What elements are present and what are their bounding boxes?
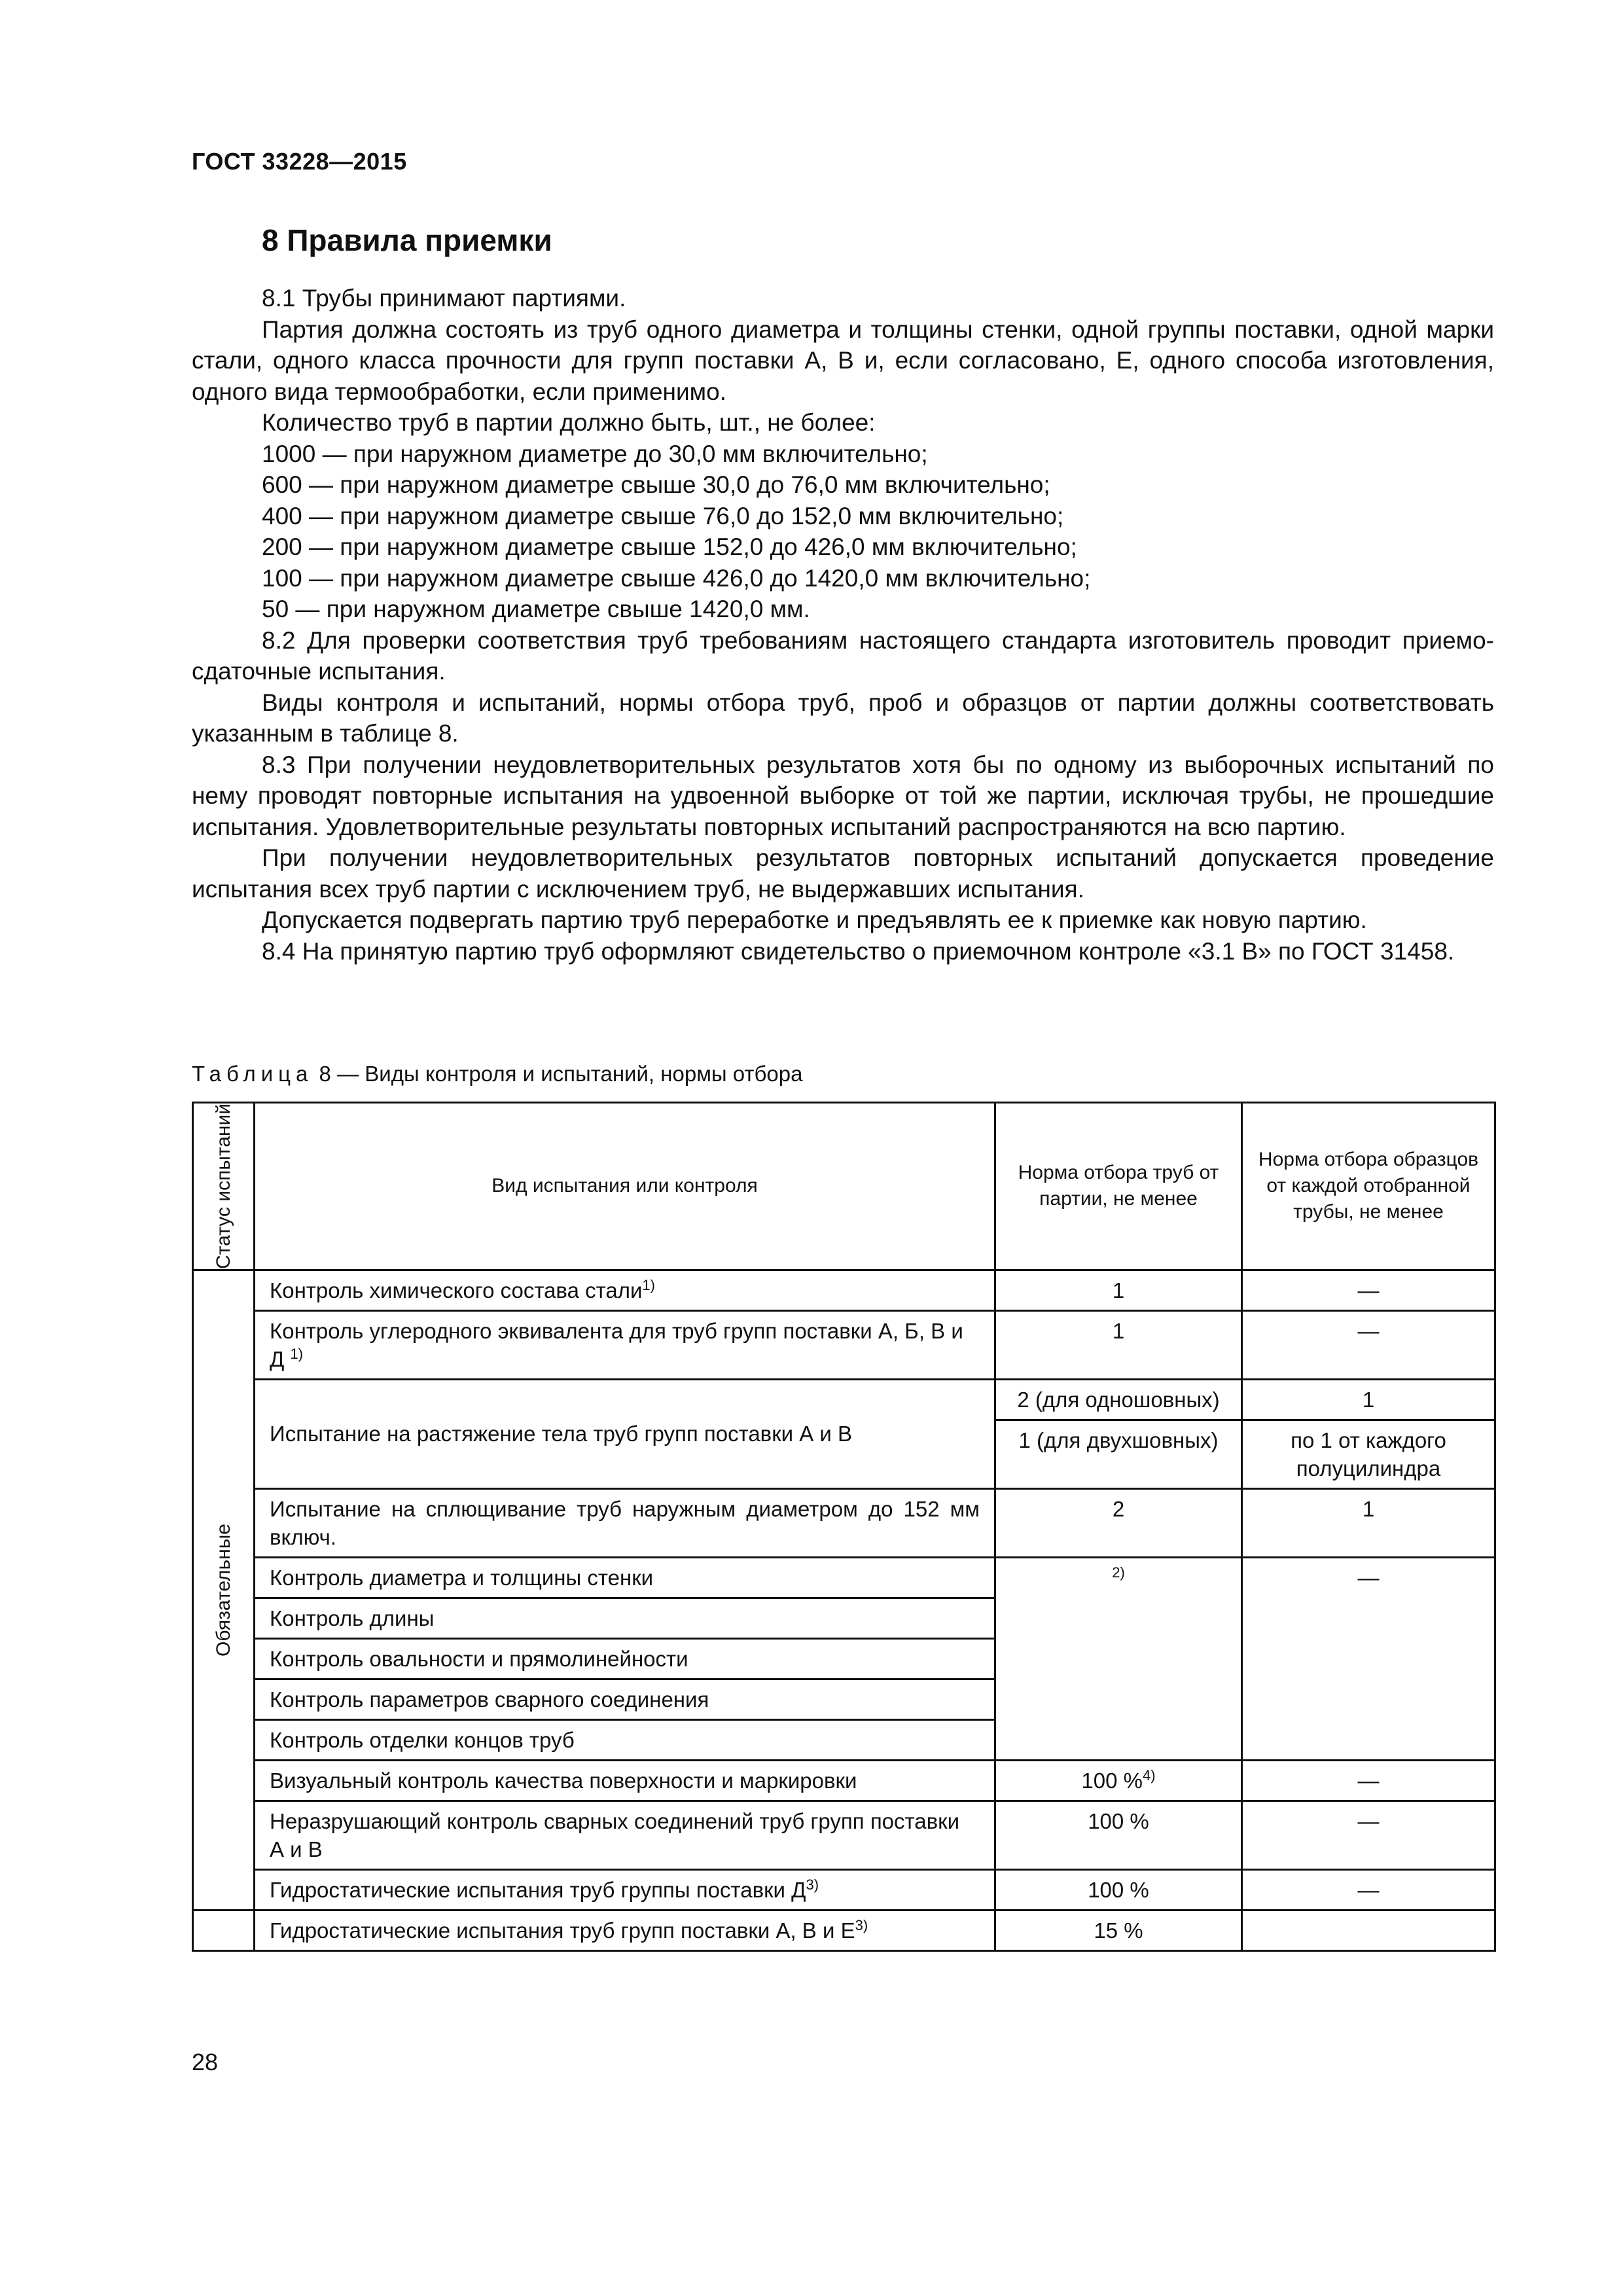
status-mandatory-cell: Обязательные — [193, 1270, 255, 1910]
footnote-ref: 1) — [642, 1276, 655, 1293]
table-row — [193, 1310, 1495, 1379]
pipes-cell: 2 — [995, 1488, 1242, 1557]
list-item: 1000 — при наружном диаметре до 30,0 мм включительно; — [262, 440, 928, 467]
list-item: 400 — при наружном диаметре свыше 76,0 до 152,0 мм включительно; — [262, 502, 1064, 529]
paragraph: Допускается подвергать партию труб переработке и предъявлять ее к приемке как новую партию. — [262, 906, 1367, 933]
page-number: 28 — [192, 2049, 219, 2075]
table-row — [193, 1557, 1495, 1598]
header-test-type: Вид испытания или контроля — [255, 1103, 995, 1270]
pipes-cell: 1 — [995, 1310, 1242, 1379]
footnote-ref: 3) — [855, 1916, 868, 1933]
status-empty-cell — [193, 1910, 255, 1950]
paragraph: Количество труб в партии должно быть, шт., не более: — [262, 409, 876, 436]
paragraph: 8.3 При получении неудовлетворительных результатов хотя бы по одному из выборочных испытаний по нему проводят повторные испытания на удвоенной выборке от той же партии, исключая трубы, не прошедшие испытания. Удовлетворительные результаты повторных испытаний распространяются на всю партию. — [192, 751, 1494, 840]
test-cell: Гидростатические испытания труб группы поставки $Д^{3)}$ — [255, 1869, 995, 1910]
paragraph: 8.4 На принятую партию труб оформляют свидетельство о приемочном контроле «3.1 В» по ГОСТ 31458. — [262, 937, 1455, 965]
table-row — [193, 1869, 1495, 1910]
test-cell: Гидростатические испытания труб групп поставки А, В и $Е^{3)}$ — [255, 1910, 995, 1950]
table-row — [193, 1488, 1495, 1557]
test-cell: Контроль параметров сварного соединения — [255, 1679, 995, 1719]
paragraph: 8.2 Для проверки соответствия труб требованиям настоящего стандарта изготовитель проводит приемо-сдаточные испытания. — [192, 626, 1494, 685]
samples-cell: 1 — [1242, 1488, 1495, 1557]
samples-cell: 1 — [1242, 1379, 1495, 1420]
paragraph: При получении неудовлетворительных результатов повторных испытаний допускается проведение испытания всех труб партии с исключением труб, не выдержавших испытания. — [192, 844, 1494, 903]
header-status: Статус испытаний — [193, 1103, 255, 1270]
footnote-ref: 4) — [1143, 1767, 1156, 1784]
test-cell: Контроль химического состава стали$^{1)}$ — [255, 1270, 995, 1310]
footnote-ref: 1) — [290, 1345, 304, 1362]
test-cell: Неразрушающий контроль сварных соединений труб групп поставки А и В — [255, 1801, 995, 1869]
body-text — [192, 283, 1494, 967]
footnote-ref: 3) — [806, 1876, 819, 1893]
table-row — [193, 1379, 1495, 1420]
samples-cell: — — [1242, 1801, 1495, 1869]
pipes-cell: 1 (для двухшовных) — [995, 1420, 1242, 1488]
pipes-cell: 15 % — [995, 1910, 1242, 1950]
pipes-cell: 2 (для одношовных) — [995, 1379, 1242, 1420]
section-title: 8 Правила приемки — [262, 223, 552, 257]
test-cell: Контроль диаметра и толщины стенки — [255, 1557, 995, 1598]
table-caption-text: 8 — Виды контроля и испытаний, нормы отбора — [313, 1062, 803, 1086]
table-row — [193, 1270, 1495, 1310]
list-item: 50 — при наружном диаметре свыше 1420,0 мм. — [262, 596, 810, 622]
acceptance-tests-table — [192, 1102, 1496, 1952]
samples-cell: по 1 от каждого полуцилиндра — [1242, 1420, 1495, 1488]
header-samples-norm: Норма отбора образцов от каждой отобранной трубы, не менее — [1242, 1103, 1495, 1270]
samples-cell — [1242, 1910, 1495, 1950]
test-cell: Контроль длины — [255, 1598, 995, 1638]
table-row — [193, 1760, 1495, 1801]
pipes-cell: 100 %$^{4)}$ — [995, 1760, 1242, 1801]
test-cell: Визуальный контроль качества поверхности и маркировки — [255, 1760, 995, 1801]
table-row — [193, 1910, 1495, 1950]
samples-cell: — — [1242, 1310, 1495, 1379]
paragraph: 8.1 Трубы принимают партиями. — [262, 285, 626, 312]
samples-cell: — — [1242, 1869, 1495, 1910]
pipes-cell — [995, 1557, 1242, 1760]
samples-cell: — — [1242, 1557, 1495, 1760]
footnote-ref: 2) — [1112, 1564, 1125, 1581]
list-item: 600 — при наружном диаметре свыше 30,0 до 76,0 мм включительно; — [262, 471, 1050, 498]
table-caption-prefix: Таблица — [192, 1062, 313, 1086]
paragraph: Партия должна состоять из труб одного диаметра и толщины стенки, одной группы поставки, одной марки стали, одного класса прочности для групп поставки А, В и, если согласовано, Е, одного способа изготовления, одного вида термообработки, если применимо. — [192, 315, 1494, 405]
list-item: 100 — при наружном диаметре свыше 426,0 до 1420,0 мм включительно; — [262, 564, 1091, 592]
table-header-row — [193, 1103, 1495, 1270]
header-pipes-norm: Норма отбора труб от партии, не менее — [995, 1103, 1242, 1270]
test-cell: Испытание на растяжение тела труб групп поставки А и В — [255, 1379, 995, 1488]
pipes-cell: 100 % — [995, 1869, 1242, 1910]
samples-cell: — — [1242, 1760, 1495, 1801]
pipes-cell: 1 — [995, 1270, 1242, 1310]
test-cell: Контроль углеродного эквивалента для труб групп поставки А, Б, В и Д $^{1)}$ — [255, 1310, 995, 1379]
table-caption — [192, 1062, 802, 1086]
test-cell: Контроль отделки концов труб — [255, 1719, 995, 1760]
document-id-header: ГОСТ 33228—2015 — [192, 148, 407, 175]
test-cell: Контроль овальности и прямолинейности — [255, 1638, 995, 1679]
test-cell: Испытание на сплющивание труб наружным диаметром до 152 мм включ. — [255, 1488, 995, 1557]
pipes-cell: 100 % — [995, 1801, 1242, 1869]
samples-cell: — — [1242, 1270, 1495, 1310]
table-row — [193, 1801, 1495, 1869]
list-item: 200 — при наружном диаметре свыше 152,0 до 426,0 мм включительно; — [262, 533, 1077, 560]
paragraph: Виды контроля и испытаний, нормы отбора труб, проб и образцов от партии должны соответствовать указанным в таблице 8. — [192, 689, 1494, 747]
